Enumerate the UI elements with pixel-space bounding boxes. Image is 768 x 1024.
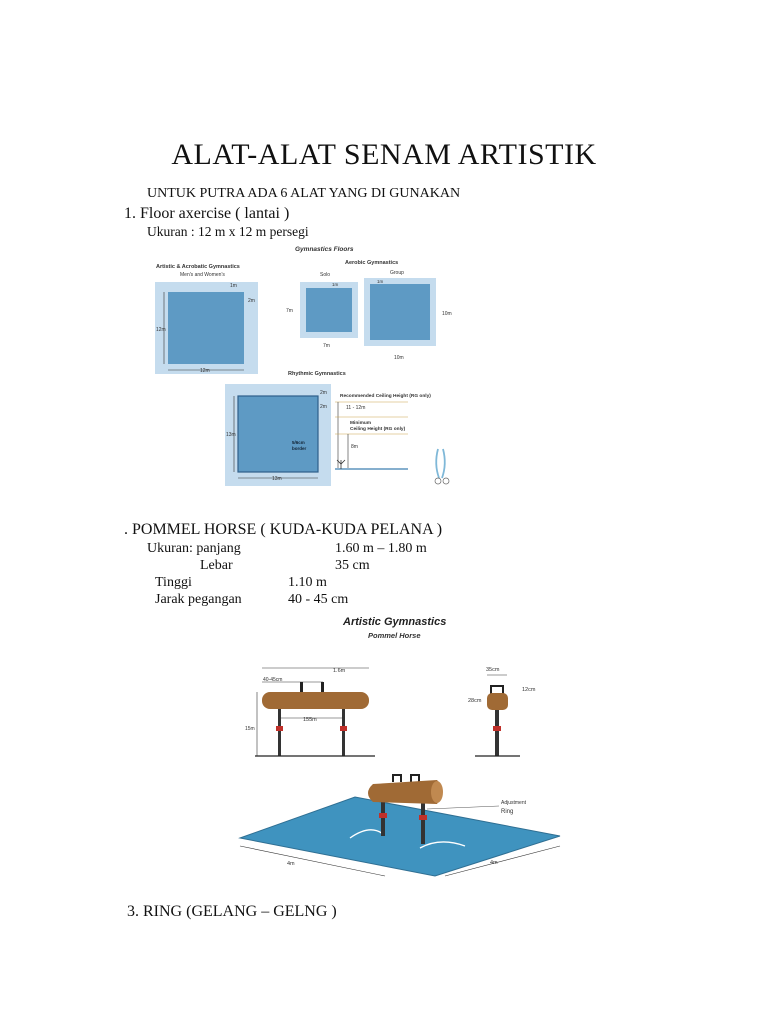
horse-body-end	[487, 693, 508, 710]
dim-label: 1m	[230, 283, 237, 289]
dim-label: 1.6m	[333, 668, 346, 674]
dim-label: 1m	[377, 279, 384, 284]
adjustment-label: Ring	[501, 809, 514, 815]
border-label: border	[292, 446, 307, 451]
spec-value: 1.10 m	[288, 575, 327, 590]
spec-value: 35 cm	[335, 558, 370, 573]
ceiling-min-value: 8m	[351, 444, 358, 450]
dim-label: 7m	[286, 308, 293, 314]
aerobic-solo-area	[306, 288, 352, 332]
horse-body	[368, 780, 442, 804]
aerobic-floor-title: Aerobic Gymnastics	[345, 260, 399, 266]
dim-label: 12cm	[522, 687, 536, 693]
aerobic-group-area	[370, 284, 430, 340]
adjustment-ring	[419, 815, 427, 820]
horse-leg	[495, 710, 499, 756]
adjustment-label: Adjustment	[501, 800, 527, 806]
horse-leg	[421, 802, 425, 844]
artistic-floor-subtitle: Men's and Women's	[180, 272, 225, 278]
pommel-figure-title: Artistic Gymnastics	[343, 616, 447, 628]
dim-label: 15m	[245, 726, 255, 732]
dim-label: 2m	[320, 404, 327, 410]
ceiling-recommended-label: Recommended Ceiling Height (RG only)	[340, 394, 431, 399]
rhythmic-floor-area	[238, 396, 318, 472]
dim-label: 13m	[272, 476, 282, 482]
spec-value: 1.60 m – 1.80 m	[335, 541, 427, 556]
spec-label: Tinggi	[155, 575, 192, 590]
dim-label: 10m	[442, 311, 452, 317]
pommel-figure-subtitle: Pommel Horse	[368, 631, 421, 640]
ceiling-min-label: Minimum	[350, 421, 372, 426]
page-title: ALAT-ALAT SENAM ARTISTIK	[171, 138, 597, 171]
horse-body-end	[431, 781, 443, 803]
spec-label: Ukuran: panjang	[147, 541, 241, 556]
spec-value: 40 - 45 cm	[288, 592, 349, 607]
pommel-handle	[393, 775, 419, 782]
dim-label: 35cm	[486, 667, 500, 673]
dim-label: 2m	[248, 298, 255, 304]
gymnastics-floors-diagram	[150, 242, 475, 488]
horse-leg	[342, 709, 345, 756]
section-heading-pommel: . POMMEL HORSE ( KUDA-KUDA PELANA )	[124, 521, 443, 538]
rhythmic-floor-title: Rhythmic Gymnastics	[288, 371, 346, 377]
solo-label: Solo	[320, 272, 331, 278]
adjustment-ring	[340, 726, 347, 731]
ceiling-range-label: 11 - 12m	[346, 405, 366, 411]
border-label: 5/6cm	[292, 440, 305, 445]
artistic-floor-area	[168, 292, 244, 364]
dim-label: 12m	[156, 327, 166, 333]
dim-label: 1m	[332, 282, 339, 287]
artistic-floor-title: Artistic & Acrobatic Gymnastics	[156, 264, 240, 270]
dim-label: 10m	[394, 355, 404, 361]
dim-label: 13m	[226, 432, 236, 438]
group-label: Group	[390, 270, 404, 276]
dim-label: 12m	[200, 368, 210, 374]
dim-label: 40-45cm	[263, 677, 283, 683]
intro-text: UNTUK PUTRA ADA 6 ALAT YANG DI GUNAKAN	[147, 186, 461, 201]
dim-label: 7m	[323, 343, 330, 349]
floors-title: Gymnastics Floors	[295, 246, 354, 253]
dim-label: 2m	[320, 390, 327, 396]
horse-leg	[278, 709, 281, 756]
callout-line	[427, 806, 499, 809]
horse-body	[262, 692, 369, 709]
adjustment-ring	[493, 726, 501, 731]
ribbon-icon	[436, 449, 445, 478]
dim-label: 4m	[490, 860, 498, 866]
spec-label: Jarak pegangan	[155, 592, 242, 607]
dim-label: 4m	[287, 861, 295, 867]
ring-icon	[443, 478, 449, 484]
spec-label: Lebar	[200, 558, 233, 573]
ring-icon	[435, 478, 441, 484]
floor-size-text: Ukuran : 12 m x 12 m persegi	[147, 224, 309, 239]
section-heading-ring: 3. RING (GELANG – GELNG )	[127, 903, 337, 920]
dim-label: 28cm	[468, 698, 482, 704]
ceiling-min-label: Ceiling Height (RG only)	[350, 427, 406, 432]
adjustment-ring	[276, 726, 283, 731]
section-heading-floor: 1. Floor axercise ( lantai )	[124, 205, 290, 222]
adjustment-ring	[379, 813, 387, 818]
pommel-horse-diagram	[235, 610, 565, 878]
dim-label: 155m	[303, 717, 317, 723]
